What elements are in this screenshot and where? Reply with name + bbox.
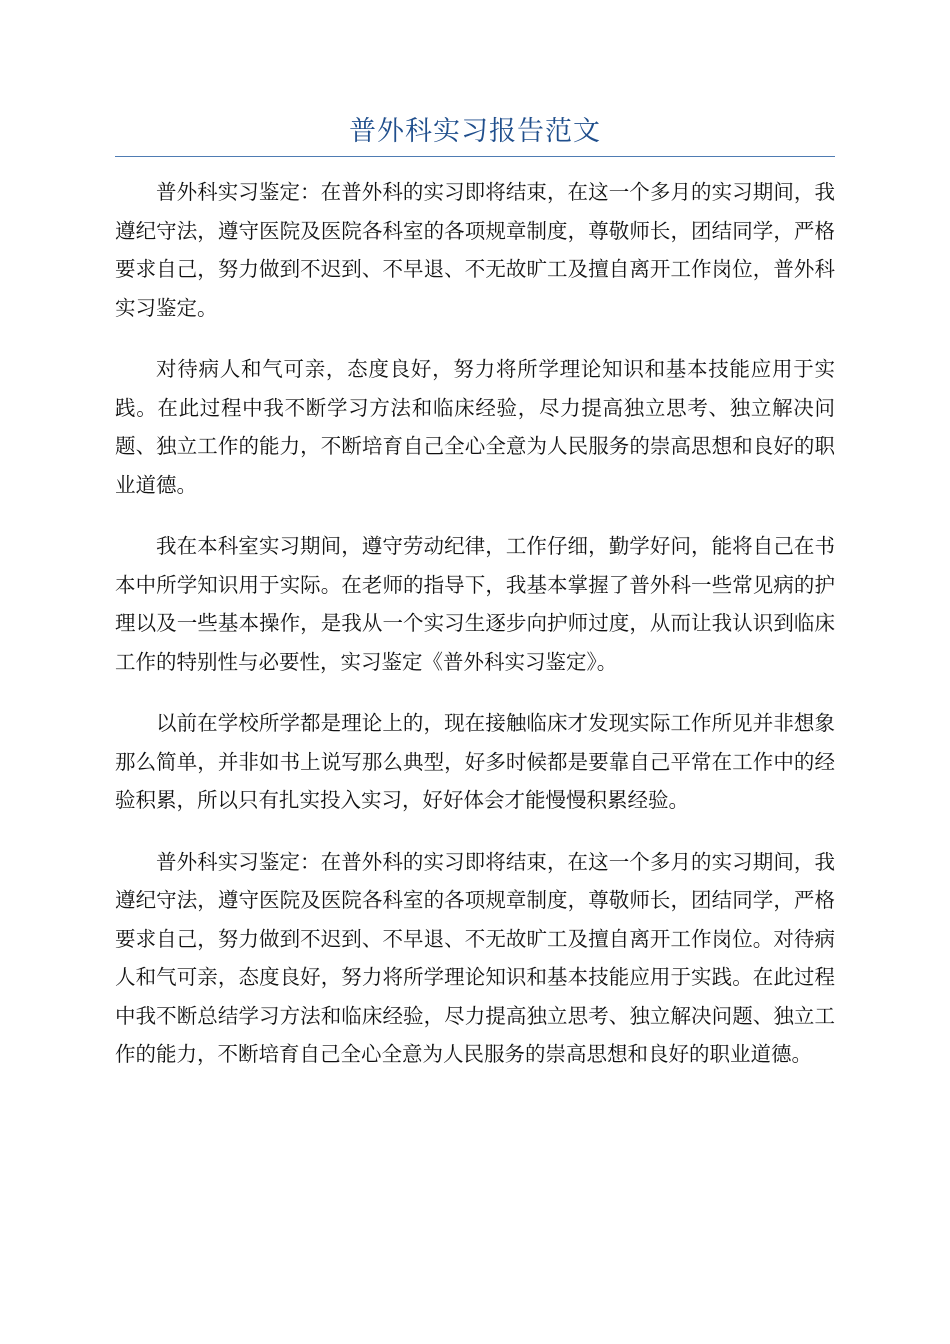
paragraph-1: 普外科实习鉴定：在普外科的实习即将结束，在这一个多月的实习期间，我遵纪守法，遵守医院及医院各科室的各项规章制度，尊敬师长，团结同学，严格要求自己，努力做到不迟到、不早退、不无故旷工及擅自离开工作岗位，普外科实习鉴定。 [115,180,835,320]
paragraph-5: 普外科实习鉴定：在普外科的实习即将结束，在这一个多月的实习期间，我遵纪守法，遵守医院及医院各科室的各项规章制度，尊敬师长，团结同学，严格要求自己，努力做到不迟到、不早退、不无故旷工及擅自离开工作岗位。对待病人和气可亲，态度良好，努力将所学理论知识和基本技能应用于实践。在此过程中我不断总结学习方法和临床经验，尽力提高独立思考、独立解决问题、独立工作的能力，不断培育自己全心全意为人民服务的崇高思想和良好的职业道德。 [115,849,835,1066]
document-body [115,173,835,1097]
paragraph-3: 我在本科室实习期间，遵守劳动纪律，工作仔细，勤学好问，能将自己在书本中所学知识用于实际。在老师的指导下，我基本掌握了普外科一些常见病的护理以及一些基本操作，是我从一个实习生逐步向护师过度，从而让我认识到临床工作的特别性与必要性，实习鉴定《普外科实习鉴定》。 [115,534,835,674]
paragraph-2: 对待病人和气可亲，态度良好，努力将所学理论知识和基本技能应用于实践。在此过程中我不断学习方法和临床经验，尽力提高独立思考、独立解决问题、独立工作的能力，不断培育自己全心全意为人民服务的崇高思想和良好的职业道德。 [115,357,835,497]
page-title: 普外科实习报告范文 [349,116,601,147]
paragraph-4: 以前在学校所学都是理论上的，现在接触临床才发现实际工作所见并非想象那么简单，并非如书上说写那么典型，好多时候都是要靠自己平常在工作中的经验积累，所以只有扎实投入实习，好好体会才能慢慢积累经验。 [115,711,835,812]
title-header [115,112,835,157]
